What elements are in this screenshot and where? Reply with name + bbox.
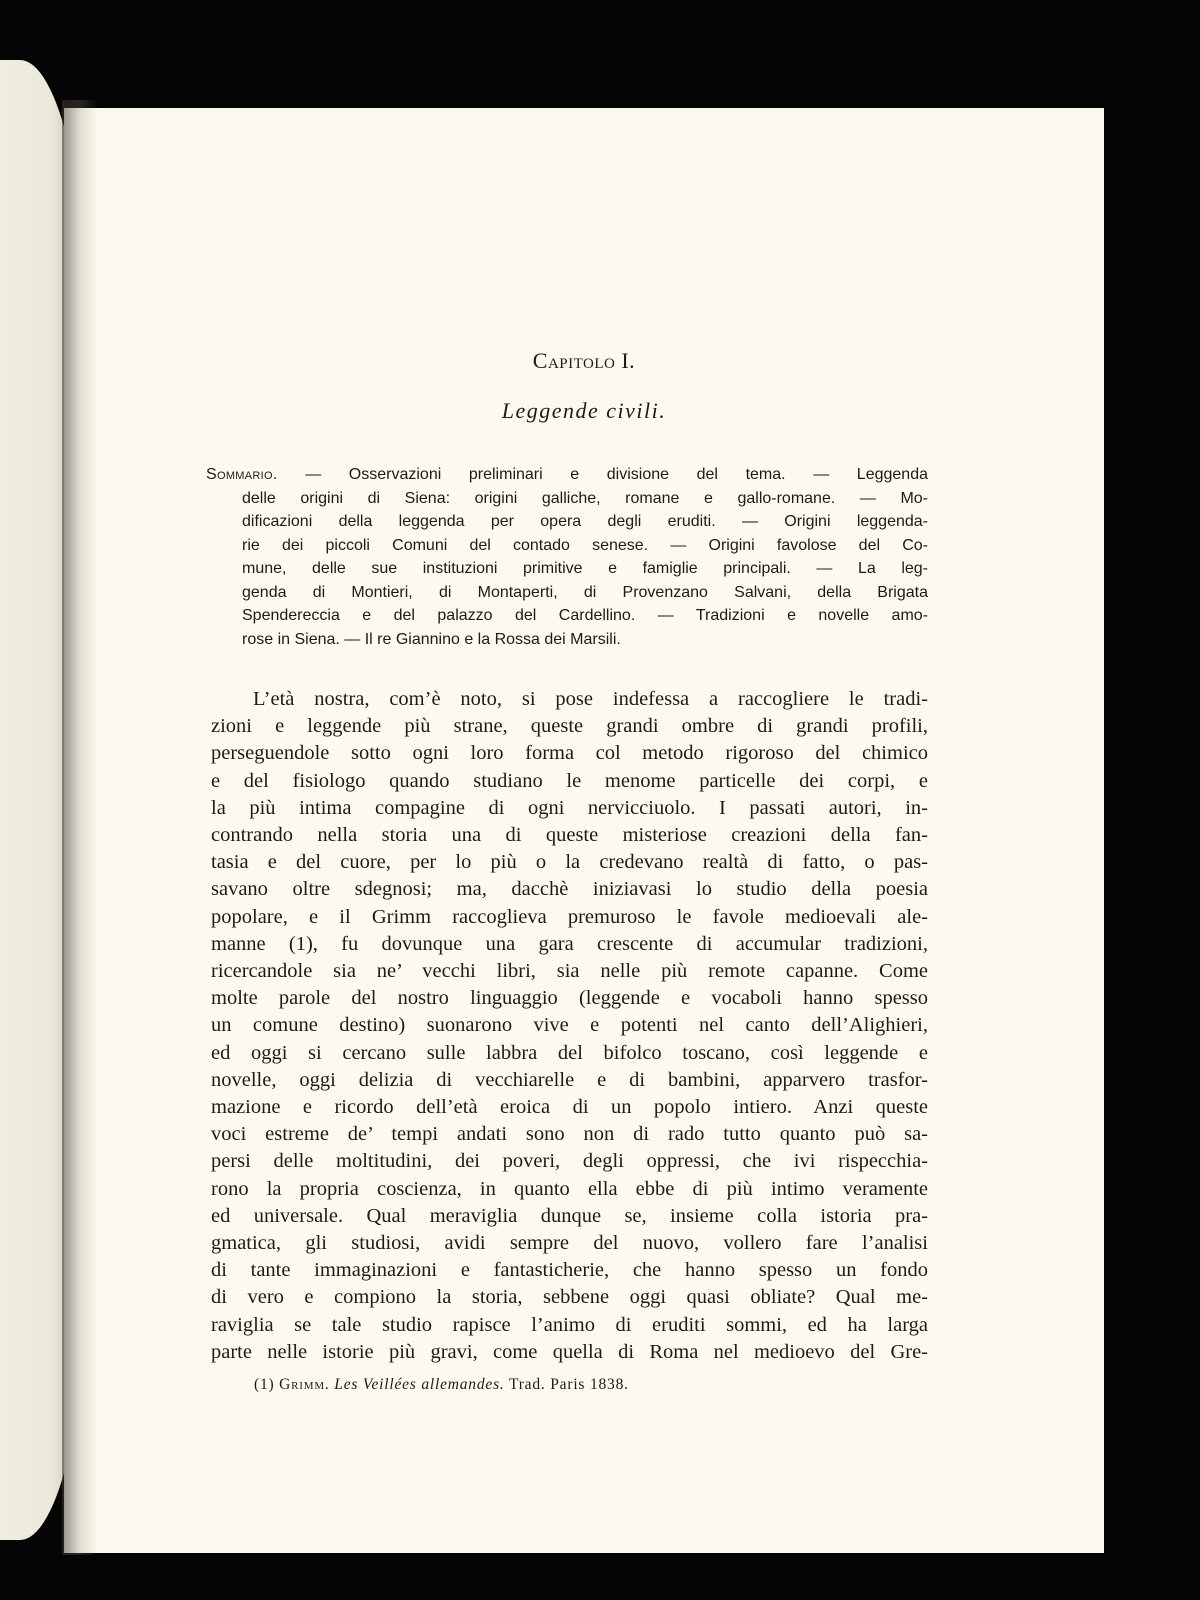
page-text	[64, 108, 1104, 1553]
footnote-marker: (1)	[254, 1376, 275, 1393]
summary-line: genda di Montieri, di Montaperti, di Provenzano Salvani, della Brigata	[242, 583, 928, 601]
body-line: voci estreme de’ tempi andati sono non di rado tutto quanto può sa-	[211, 1123, 928, 1146]
body-line: perseguendole sotto ogni loro forma col metodo rigoroso del chimico	[211, 742, 928, 765]
chapter-title: Leggende civili.	[501, 398, 667, 423]
footnote-title: Les Veillées allemandes.	[334, 1376, 505, 1393]
summary-line: Spendereccia e del palazzo del Cardellino. — Tradizioni e novelle amo-	[242, 607, 928, 624]
body-line: zioni e leggende più strane, queste grandi ombre di grandi profili,	[211, 715, 928, 738]
body-line: di vero e compiono la storia, sebbene oggi quasi obliate? Qual me-	[211, 1286, 928, 1309]
body-line: ed oggi si cercano sulle labbra del bifolco toscano, così leggende e	[211, 1041, 928, 1064]
body-line: tasia e del cuore, per lo più o la credevano realtà di fatto, o pas-	[211, 851, 928, 874]
body-line: e del fisiologo quando studiano le menome particelle dei corpi, e	[211, 769, 928, 792]
body-line: persi delle moltitudini, dei poveri, degli oppressi, che ivi rispecchia-	[211, 1150, 928, 1173]
body-line: savano oltre sdegnosi; ma, dacchè iniziavasi lo studio della poesia	[211, 878, 928, 901]
body-line: la più intima compagine di ogni nervicciuolo. I passati autori, in-	[211, 796, 928, 819]
body-line: raviglia se tale studio rapisce l’animo di eruditi sommi, ed ha larga	[211, 1313, 928, 1336]
body-line: rono la propria coscienza, in quanto ella ebbe di più intimo veramente	[211, 1177, 928, 1200]
body-line: parte nelle istorie più gravi, come quella di Roma nel medioevo del Gre-	[211, 1340, 928, 1363]
body-line: mazione e ricordo dell’età eroica di un popolo intiero. Anzi queste	[211, 1096, 928, 1119]
body-paragraph	[211, 686, 928, 1366]
book-gutter-shadow	[62, 100, 98, 1555]
summary-line: rie dei piccoli Comuni del contado senese. — Origini favolose del Co-	[242, 536, 928, 554]
body-line: gmatica, gli studiosi, avidi sempre del nuovo, vollero fare l’analisi	[211, 1232, 928, 1255]
footnote-author: Grimm.	[279, 1376, 330, 1393]
body-line: contrando nella storia una di queste misteriose creazioni della fan-	[211, 824, 928, 847]
body-line: L’età nostra, com’è noto, si pose indefessa a raccogliere le tradi-	[253, 688, 928, 710]
body-line: un comune destino) suonarono vive e potenti nel canto dell’Alighieri,	[211, 1014, 928, 1037]
body-line: molte parole del nostro linguaggio (leggende e vocaboli hanno spesso	[211, 987, 928, 1010]
summary-line: delle origini di Siena: origini galliche, romane e gallo-romane. — Mo-	[242, 489, 928, 507]
summary-lead: Sommario.	[206, 466, 278, 483]
summary-line: mune, delle sue instituzioni primitive e famiglie principali. — La leg-	[242, 560, 928, 577]
body-line: ed universale. Qual meraviglia dunque se, insieme colla istoria pra-	[211, 1204, 928, 1227]
body-line: novelle, oggi delizia di vecchiarelle e di bambini, apparvero trasfor-	[211, 1068, 928, 1091]
summary-line: Sommario. — Osservazioni preliminari e divisione del tema. — Leggenda	[206, 466, 928, 483]
chapter-summary	[206, 463, 928, 651]
book-page	[64, 108, 1104, 1553]
chapter-heading: Capitolo I.	[532, 348, 636, 373]
body-line: popolare, e il Grimm raccoglieva premuroso le favole medioevali ale-	[211, 905, 928, 928]
summary-line: rose in Siena. — Il re Giannino e la Rossa dei Marsili.	[242, 630, 621, 648]
footnote-rest: Trad. Paris 1838.	[509, 1376, 629, 1393]
body-line: manne (1), fu dovunque una gara crescente di accumular tradizioni,	[211, 932, 928, 955]
body-line: ricercandole sia ne’ vecchi libri, sia nelle più remote capanne. Come	[211, 960, 928, 983]
summary-line: dificazioni della leggenda per opera degli eruditi. — Origini leggenda-	[242, 513, 928, 530]
footnote	[254, 1376, 774, 1394]
body-line: di tante immaginazioni e fantasticherie, che hanno spesso un fondo	[211, 1259, 928, 1282]
